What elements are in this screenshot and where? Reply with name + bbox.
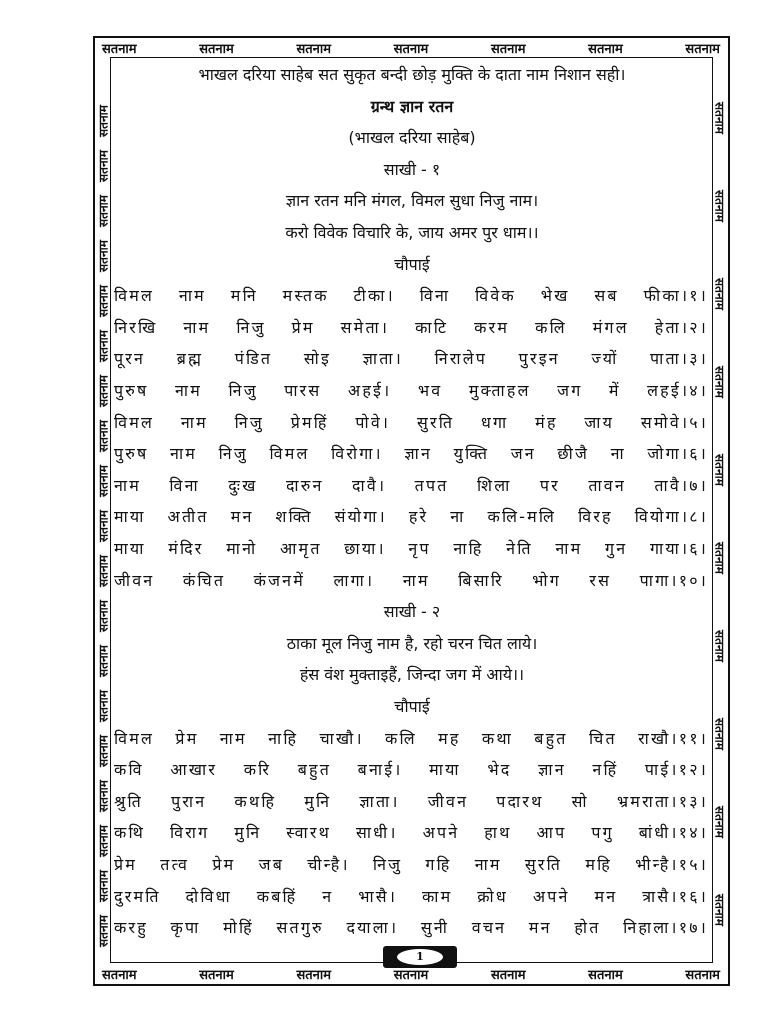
footer-satnam-word: सतनाम: [296, 968, 332, 983]
right-margin-satnam-word: सतनाम: [712, 630, 727, 662]
verse-line: प्रेम तत्व प्रेम जब चीन्है। निजु गहि नाम सुरति महि भीन्है।१५।: [114, 855, 708, 874]
heading-line: (भाखल दरिया साहेब): [348, 128, 476, 148]
header-satnam-word: सतनाम: [393, 42, 429, 57]
verse-line: विमल प्रेम नाम नाहि चाखौ। कलि मह कथा बहुत चित राखौ।११।: [114, 728, 708, 748]
verse-line: दुरमति दोविधा कबहिं न भासै। काम क्रोध अपने मन त्रासै।१६।: [114, 886, 708, 906]
heading-line: ज्ञान रतन मनि मंगल, विमल सुधा निजु नाम।: [285, 191, 539, 211]
right-margin-satnam-word: सतनाम: [712, 894, 727, 926]
right-margin-satnam-word: सतनाम: [712, 806, 727, 838]
verse-line: पुरुष नाम निजु विमल विरोगा। ज्ञान युक्ति जन छीजै ना जोगा।६।: [114, 444, 708, 464]
left-margin-satnam-word: सतनाम: [96, 510, 111, 542]
left-margin-satnam-word: सतनाम: [96, 375, 111, 407]
heading-line: चौपाई: [394, 254, 430, 274]
left-margin-satnam-word: सतनाम: [96, 645, 111, 677]
verse-line: माया मंदिर मानो आमृत छाया। नृप नाहि नेति नाम गुन गाया।६।: [114, 539, 708, 558]
footer-satnam-word: सतनाम: [685, 968, 720, 983]
footer-satnam-word: सतनाम: [102, 968, 137, 983]
heading-line: साखी - २: [383, 602, 441, 622]
heading-line: ग्रन्थ ज्ञान रतन: [370, 96, 454, 116]
left-margin-satnam-word: सतनाम: [96, 600, 111, 632]
left-margin-satnam-word: सतनाम: [96, 915, 111, 947]
header-satnam-word: सतनाम: [102, 42, 137, 57]
verse-line: माया अतीत मन शक्ति संयोगा। हरे ना कलि-मलि विरह वियोगा।८।: [114, 507, 708, 527]
left-margin-satnam-word: सतनाम: [96, 780, 111, 812]
heading-line: करो विवेक विचारि के, जाय अमर पुर धाम।।: [285, 223, 539, 242]
left-margin-column: [95, 60, 111, 960]
verse-line: कवि आखार करि बहुत बनाई। माया भेद ज्ञान नहिं पाई।१२।: [114, 760, 708, 780]
right-margin-satnam-word: सतनाम: [712, 718, 727, 750]
left-margin-satnam-word: सतनाम: [96, 690, 111, 722]
heading-line: चौपाई: [394, 697, 430, 716]
left-margin-satnam-word: सतनाम: [96, 285, 111, 317]
right-margin-satnam-word: सतनाम: [712, 102, 727, 134]
right-margin-satnam-word: सतनाम: [712, 454, 727, 486]
verse-line: विमल नाम निजु प्रेमहिं पोवे। सुरति धगा मंह जाय समोवे।५।: [114, 412, 708, 432]
page-number: 1: [397, 949, 443, 965]
left-margin-satnam-word: सतनाम: [96, 330, 111, 362]
left-margin-satnam-word: सतनाम: [96, 825, 111, 857]
verse-line: विमल नाम मनि मस्तक टीका। विना विवेक भेख सब फीका।१।: [114, 286, 708, 306]
header-satnam-word: सतनाम: [296, 42, 332, 57]
header-satnam-word: सतनाम: [490, 42, 526, 57]
left-margin-satnam-word: सतनाम: [96, 105, 111, 137]
left-margin-satnam-word: सतनाम: [96, 465, 111, 497]
footer-satnam-word: सतनाम: [588, 968, 623, 983]
left-margin-satnam-word: सतनाम: [96, 555, 111, 587]
right-margin-satnam-word: सतनाम: [712, 190, 727, 222]
left-margin-satnam-word: सतनाम: [96, 420, 111, 452]
left-margin-satnam-word: सतनाम: [96, 735, 111, 767]
page-number-badge: [383, 946, 457, 968]
footer-satnam-word: सतनाम: [393, 968, 429, 983]
header-satnam-word: सतनाम: [588, 42, 623, 57]
footer-satnam-word: सतनाम: [490, 968, 526, 983]
heading-line: साखी - १: [383, 159, 441, 179]
verse-line: नाम विना दुःख दारुन दावै। तपत शिला पर तावन तावै।७।: [114, 475, 708, 495]
verse-line: पुरुष नाम निजु पारस अहई। भव मुक्ताहल जग में लहई।४।: [114, 381, 708, 400]
verse-line: कथि विराग मुनि स्वारथ साधी। अपने हाथ आप पगु बांधी।१४।: [114, 823, 708, 843]
left-margin-satnam-word: सतनाम: [96, 240, 111, 272]
verse-line: करहु कृपा मोहिं सतगुरु दयाला। सुनी वचन मन होत निहाला।१७।: [114, 918, 708, 938]
right-margin-column: [712, 60, 728, 960]
right-margin-satnam-word: सतनाम: [712, 366, 727, 398]
header-satnam-word: सतनाम: [199, 42, 234, 57]
right-margin-satnam-word: सतनाम: [712, 278, 727, 310]
heading-line: भाखल दरिया साहेब सत सुकृत बन्दी छोड़ मुक्ति के दाता नाम निशान सही।: [198, 65, 626, 84]
verse-line: पूरन ब्रह्म पंडित सोइ ज्ञाता। निरालेप पुरइन ज्यों पाता।३।: [114, 349, 708, 369]
header-border-row: [96, 38, 726, 58]
footer-satnam-word: सतनाम: [199, 968, 234, 983]
heading-line: ठाका मूल निजु नाम है, रहो चरन चित लाये।: [286, 633, 538, 653]
left-margin-satnam-word: सतनाम: [96, 150, 111, 182]
left-margin-satnam-word: सतनाम: [96, 870, 111, 902]
header-satnam-word: सतनाम: [685, 42, 720, 57]
heading-line: हंस वंश मुक्ताइहैं, जिन्दा जग में आये।।: [299, 665, 525, 685]
left-margin-satnam-word: सतनाम: [96, 195, 111, 227]
verse-line: जीवन कंचित कंजनमें लागा। नाम बिसारि भोग रस पागा।१०।: [114, 570, 708, 590]
right-margin-satnam-word: सतनाम: [712, 542, 727, 574]
verse-line: श्रुति पुरान कथहि मुनि ज्ञाता। जीवन पदारथ सो भ्रमराता।१३।: [114, 791, 708, 811]
verse-line: निरखि नाम निजु प्रेम समेता। काटि करम कलि मंगल हेता।२।: [114, 317, 708, 337]
